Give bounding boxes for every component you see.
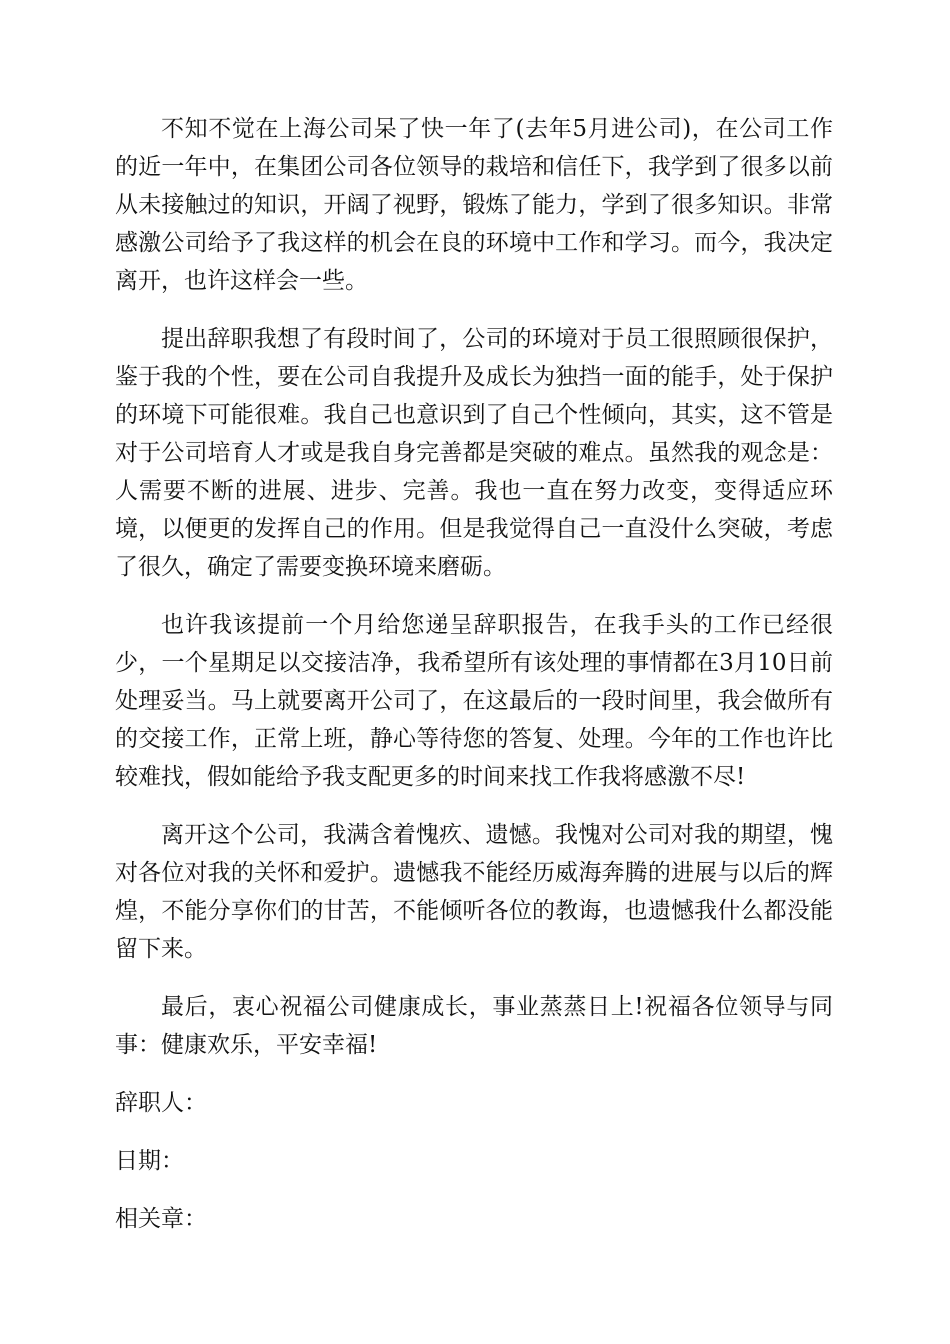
- date-label: 日期：: [115, 1148, 184, 1174]
- paragraph-1: 不知不觉在上海公司呆了快一年了(去年5月进公司)，在公司工作的近一年中，在集团公司各位领导的栽培和信任下，我学到了很多以前从未接触过的知识，开阔了视野，锻炼了能力，学到了很多知识。非常感激公司给予了我这样的机会在良的环境中工作和学习。而今，我决定离开，也许这样会一些。: [115, 116, 833, 294]
- letter-body: [115, 110, 833, 1258]
- seal-label: 相关章：: [115, 1206, 207, 1232]
- resigner-label: 辞职人：: [115, 1090, 207, 1116]
- paragraph-5: 最后，衷心祝福公司健康成长，事业蒸蒸日上!祝福各位领导与同事：健康欢乐，平安幸福!: [115, 994, 833, 1058]
- paragraph-3: 也许我该提前一个月给您递呈辞职报告，在我手头的工作已经很少，一个星期足以交接洁净，我希望所有该处理的事情都在3月10日前处理妥当。马上就要离开公司了，在这最后的一段时间里，我会做所有的交接工作，正常上班，静心等待您的答复、处理。今年的工作也许比较难找，假如能给予我支配更多的时间来找工作我将感激不尽!: [115, 612, 833, 790]
- paragraph-4: 离开这个公司，我满含着愧疚、遗憾。我愧对公司对我的期望，愧对各位对我的关怀和爱护。遗憾我不能经历威海奔腾的进展与以后的辉煌，不能分享你们的甘苦，不能倾听各位的教诲，也遗憾我什么都没能留下来。: [115, 822, 833, 962]
- paragraph-2: 提出辞职我想了有段时间了，公司的环境对于员工很照顾很保护，鉴于我的个性，要在公司自我提升及成长为独挡一面的能手，处于保护的环境下可能很难。我自己也意识到了自己个性倾向，其实，这不管是对于公司培育人才或是我自身完善都是突破的难点。虽然我的观念是：人需要不断的进展、进步、完善。我也一直在努力改变，变得适应环境，以便更的发挥自己的作用。但是我觉得自己一直没什么突破，考虑了很久，确定了需要变换环境来磨砺。: [115, 326, 833, 580]
